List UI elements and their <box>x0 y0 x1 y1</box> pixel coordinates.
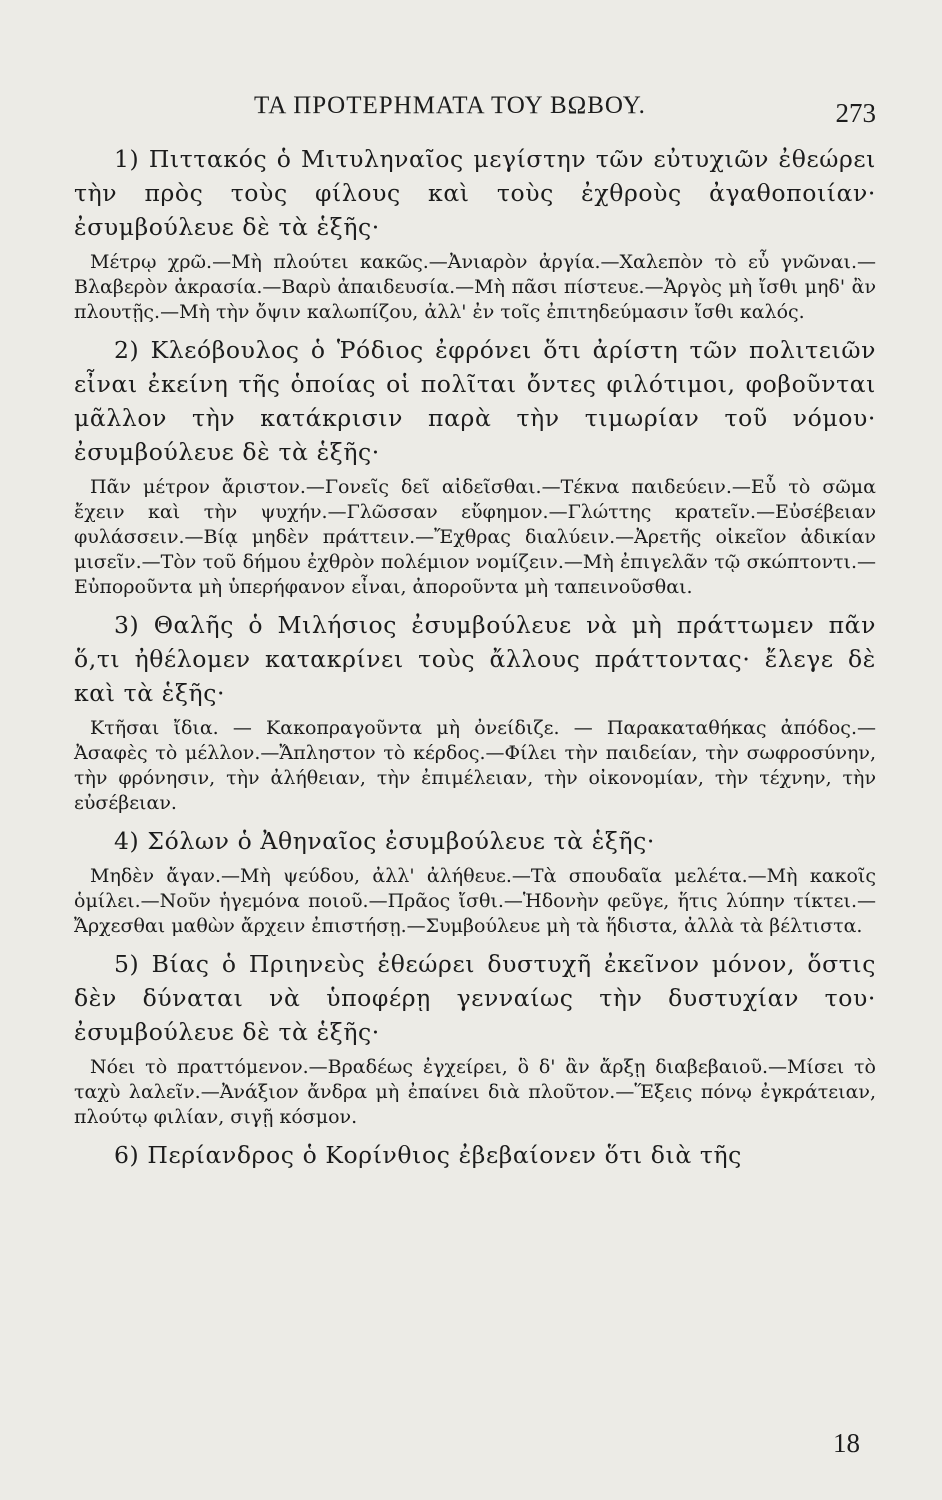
section-intro: 3) Θαλῆς ὁ Μιλήσιος ἐσυμβούλευε νὰ μὴ πράττωμεν πᾶν ὅ,τι ἠθέλομεν κατακρίνει τοὺς ἄλλους πράττοντας· ἔλεγε δὲ καὶ τὰ ἑξῆς· <box>74 611 876 707</box>
section-sayings: Πᾶν μέτρον ἄριστον.—Γονεῖς δεῖ αἰδεῖσθαι.—Τέκνα παιδεύειν.—Εὖ τὸ σῶμα ἔχειν καὶ τὴν ψυχήν.—Γλῶσσαν εὔφημον.—Γλώττης κρατεῖν.—Εὐσέβειαν φυλάσσειν.—Βίᾳ μηδὲν πράττειν.—Ἔχθρας διαλύειν.—Ἀρετῆς οἰκεῖον ἀδικίαν μισεῖν.—Τὸν τοῦ δήμου ἐχθρὸν πολέμιον νομίζειν.—Μὴ ἐπιγελᾶν τῷ σκώπτοντι.—Εὐποροῦντα μὴ ὑπερήφανον εἶναι, ἀποροῦντα μὴ ταπεινοῦσθαι. <box>74 476 876 598</box>
section-intro: 5) Βίας ὁ Πριηνεὺς ἐθεώρει δυστυχῆ ἐκεῖνον μόνον, ὅστις δὲν δύναται νὰ ὑποφέρῃ γενναίως τὴν δυστυχίαν του· ἐσυμβούλευε δὲ τὰ ἑξῆς· <box>74 950 876 1046</box>
section-4 <box>74 824 876 939</box>
section-sayings: Κτῆσαι ἴδια. — Κακοπραγοῦντα μὴ ὀνείδιζε. — Παρακαταθήκας ἀπόδος.—Ἀσαφὲς τὸ μέλλον.—Ἄπληστον τὸ κέρδος.—Φίλει τὴν παιδείαν, τὴν σωφροσύνην, τὴν φρόνησιν, τὴν ἀλήθειαν, τὴν ἐπιμέλειαν, τὴν οἰκονομίαν, τὴν τέχνην, τὴν εὐσέβειαν. <box>74 717 876 814</box>
section-5 <box>74 947 876 1130</box>
page-header <box>74 86 876 134</box>
printer-signature: 18 <box>833 1428 860 1458</box>
section-intro: 1) Πιττακός ὁ Μιτυληναῖος μεγίστην τῶν εὐτυχιῶν ἐθεώρει τὴν πρὸς τοὺς φίλους καὶ τοὺς ἐχθροὺς ἀγαθοποιίαν· ἐσυμβούλευε δὲ τὰ ἑξῆς· <box>74 145 876 241</box>
section-2 <box>74 333 876 600</box>
running-title: ΤΑ ΠΡΟΤΕΡΗΜΑΤΑ ΤΟΥ ΒΩΒΟΥ. <box>254 92 646 119</box>
section-intro: 4) Σόλων ὁ Ἀθηναῖος ἐσυμβούλευε τὰ ἑξῆς· <box>114 827 655 855</box>
section-1 <box>74 142 876 325</box>
section-sayings: Μηδὲν ἄγαν.—Μὴ ψεύδου, ἀλλ' ἀλήθευε.—Τὰ σπουδαῖα μελέτα.—Μὴ κακοῖς ὁμίλει.—Νοῦν ἡγεμόνα ποιοῦ.—Πρᾶος ἴσθι.—Ἡδονὴν φεῦγε, ἥτις λύπην τίκτει.—Ἄρχεσθαι μαθὼν ἄρχειν ἐπιστήσῃ.—Συμβούλευε μὴ τὰ ἥδιστα, ἀλλὰ τὰ βέλτιστα. <box>74 865 876 937</box>
section-sayings: Μέτρῳ χρῶ.—Μὴ πλούτει κακῶς.—Ἀνιαρὸν ἀργία.—Χαλεπὸν τὸ εὖ γνῶναι.—Βλαβερὸν ἀκρασία.—Βαρὺ ἀπαιδευσία.—Μὴ πᾶσι πίστευε.—Ἀργὸς μὴ ἴσθι μηδ' ἂν πλουτῇς.—Μὴ τὴν ὄψιν καλωπίζου, ἀλλ' ἐν τοῖς ἐπιτηδεύμασιν ἴσθι καλός. <box>74 251 876 323</box>
page-number: 273 <box>835 98 876 128</box>
section-intro: 2) Κλεόβουλος ὁ Ῥόδιος ἐφρόνει ὅτι ἀρίστη τῶν πολιτειῶν εἶναι ἐκείνη τῆς ὁποίας οἱ πολῖται ὄντες φιλότιμοι, φοβοῦνται μᾶλλον τὴν κατάκρισιν παρὰ τὴν τιμωρίαν τοῦ νόμου· ἐσυμβούλευε δὲ τὰ ἑξῆς· <box>74 336 876 466</box>
section-3 <box>74 608 876 816</box>
section-sayings: Νόει τὸ πραττόμενον.—Βραδέως ἐγχείρει, ὃ δ' ἂν ἄρξῃ διαβεβαιοῦ.—Μίσει τὸ ταχὺ λαλεῖν.—Ἀνάξιον ἄνδρα μὴ ἐπαίνει διὰ πλοῦτον.—Ἕξεις πόνῳ ἐγκράτειαν, πλούτῳ φιλίαν, σιγῇ κόσμον. <box>74 1056 876 1128</box>
section-intro: 6) Περίανδρος ὁ Κορίνθιος ἐβεβαίονεν ὅτι διὰ τῆς <box>114 1141 742 1169</box>
section-6 <box>74 1138 876 1172</box>
